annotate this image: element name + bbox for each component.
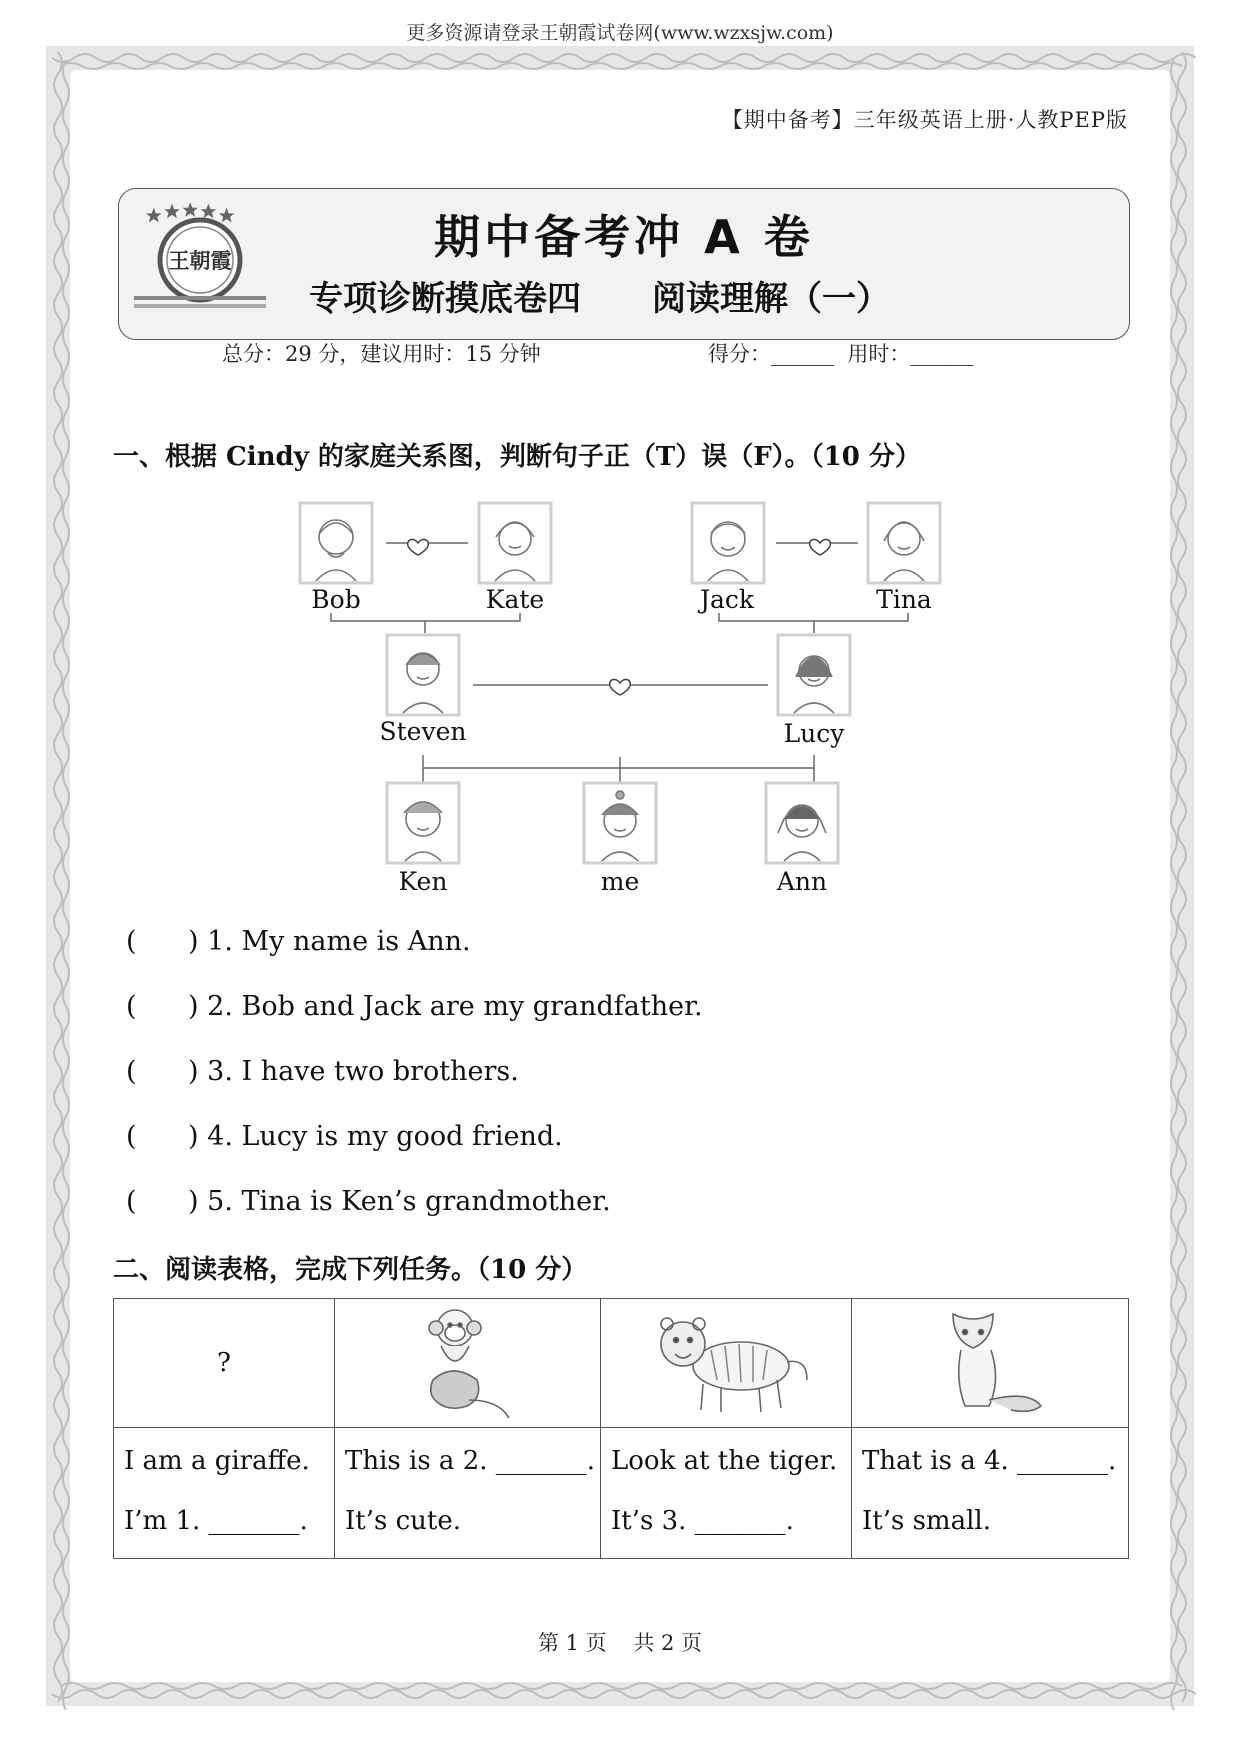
tiger-cell	[601, 1299, 852, 1428]
fox-picture	[925, 1300, 1055, 1420]
subtitle-right: 阅读理解（一）	[652, 279, 891, 319]
exam-series-tag: 【期中备考】三年级英语上册·人教PEP版	[721, 108, 1128, 132]
question-5	[126, 1186, 611, 1217]
score-fields: 得分：______ 用时：______	[708, 342, 974, 366]
blank-1-line[interactable]: I’m 1. _______.	[124, 1506, 308, 1536]
portrait-frame	[868, 503, 940, 583]
logo-wordmark: 王朝霞	[168, 249, 232, 273]
monkey-cell	[335, 1299, 601, 1428]
reading-table	[113, 1298, 1129, 1559]
family-tree-diagram	[280, 495, 960, 905]
heart-icon	[610, 679, 631, 695]
tiger-picture	[641, 1300, 811, 1420]
question-text: 1. My name is Ann.	[207, 926, 471, 957]
exam-title: 期中备考冲 A 卷	[434, 210, 814, 264]
family-tree-lines	[280, 495, 960, 905]
table-text-cell	[601, 1428, 852, 1559]
name-jack: Jack	[699, 585, 755, 614]
portrait-frame	[387, 783, 459, 863]
question-1	[126, 926, 471, 957]
exam-subtitle	[309, 271, 890, 320]
table-text-cell	[852, 1428, 1129, 1559]
cell-line-1: Look at the tiger.	[611, 1446, 838, 1476]
answer-blank[interactable]: ( )	[126, 1121, 199, 1152]
portrait-frame	[479, 503, 551, 583]
name-ken: Ken	[398, 867, 448, 896]
cell-line-2: It’s small.	[862, 1506, 991, 1536]
unknown-animal-cell	[114, 1299, 335, 1428]
question-mark: ?	[217, 1348, 231, 1378]
name-steven: Steven	[379, 717, 467, 746]
name-tina: Tina	[876, 585, 932, 614]
cell-line-2: It’s cute.	[345, 1506, 461, 1536]
name-bob: Bob	[311, 585, 361, 614]
question-3	[126, 1056, 519, 1087]
publisher-logo	[130, 198, 270, 318]
heart-icon	[810, 539, 831, 555]
portrait-frame	[692, 503, 764, 583]
section-1-title: 一、根据 Cindy 的家庭关系图，判断句子正（T）误（F）。（10 分）	[113, 442, 921, 472]
section-2-title: 二、阅读表格，完成下列任务。（10 分）	[113, 1255, 588, 1285]
answer-blank[interactable]: ( )	[126, 1056, 199, 1087]
question-4	[126, 1121, 563, 1152]
name-ann: Ann	[776, 867, 828, 896]
fox-cell	[852, 1299, 1129, 1428]
top-resource-notice: 更多资源请登录王朝霞试卷网(www.wzxsjw.com)	[406, 22, 834, 44]
answer-blank[interactable]: ( )	[126, 926, 199, 957]
name-lucy: Lucy	[783, 719, 845, 748]
table-text-cell	[114, 1428, 335, 1559]
blank-2-line[interactable]: This is a 2. _______.	[345, 1446, 596, 1476]
name-me: me	[600, 867, 640, 896]
blank-3-line[interactable]: It’s 3. _______.	[611, 1506, 794, 1536]
question-text: 5. Tina is Ken’s grandmother.	[207, 1186, 611, 1217]
subtitle-left: 专项诊断摸底卷四	[309, 279, 581, 319]
page-number: 第 1 页 共 2 页	[537, 1631, 703, 1655]
answer-blank[interactable]: ( )	[126, 991, 199, 1022]
answer-blank[interactable]: ( )	[126, 1186, 199, 1217]
portrait-frame	[766, 783, 838, 863]
portrait-frame	[300, 503, 372, 583]
heart-icon	[408, 539, 429, 555]
monkey-picture	[403, 1300, 533, 1420]
name-kate: Kate	[485, 585, 545, 614]
total-score-info: 总分：29 分，建议用时：15 分钟	[222, 342, 541, 366]
question-2	[126, 991, 703, 1022]
cell-line-1: I am a giraffe.	[124, 1446, 310, 1476]
blank-4-line[interactable]: That is a 4. _______.	[862, 1446, 1117, 1476]
question-text: 3. I have two brothers.	[207, 1056, 519, 1087]
question-text: 2. Bob and Jack are my grandfather.	[207, 991, 703, 1022]
table-text-cell	[335, 1428, 601, 1559]
question-text: 4. Lucy is my good friend.	[207, 1121, 563, 1152]
